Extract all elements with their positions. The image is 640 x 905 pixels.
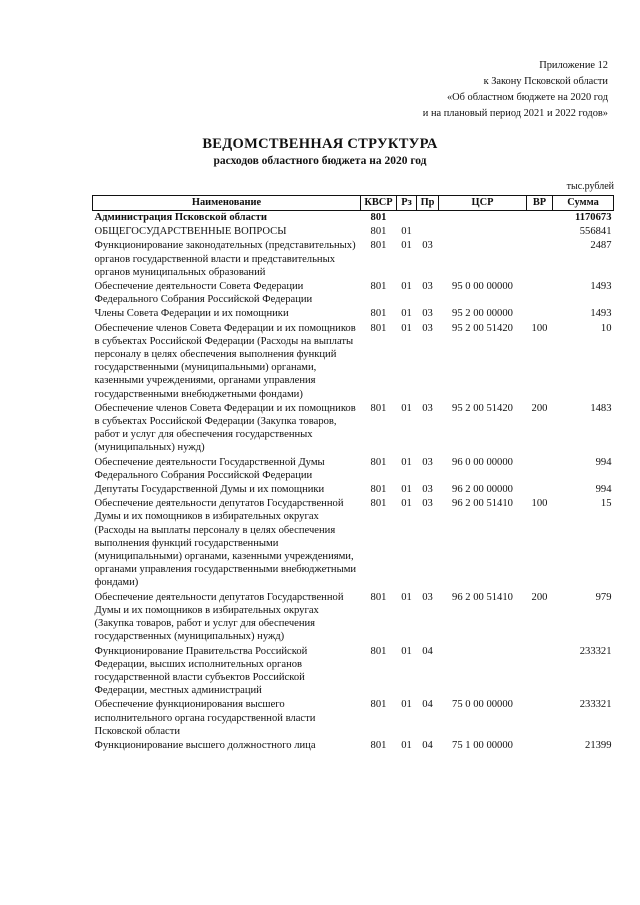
cell-name: Функционирование законодательных (представительных) органов государственной власти и представительных органов муниципальных образований <box>94 240 356 278</box>
title-line-1: ВЕДОМСТВЕННАЯ СТРУКТУРА <box>202 136 438 152</box>
title-line-2: расходов областного бюджета на 2020 год <box>213 155 427 167</box>
cell-pr: 03 <box>422 281 433 293</box>
cell-name: Обеспечение членов Совета Федерации и их помощников в субъектах Российской Федерации (Расходы на выплаты персоналу в целях обеспечения выполнения функций государственными (муниципальными) органами, казенными учреждениями, органами управления государственными внебюджетными фондами) <box>94 322 356 400</box>
table-row <box>93 224 614 238</box>
cell-kvsr: 801 <box>370 308 387 320</box>
cell-csr: 95 2 00 51420 <box>452 402 513 414</box>
annex-line-3: «Об областном бюджете на 2020 год <box>446 92 608 103</box>
header-vr: ВР <box>527 196 553 211</box>
cell-rz: 01 <box>401 281 412 293</box>
cell-vr <box>527 224 553 238</box>
cell-csr <box>439 224 527 238</box>
table-row <box>93 644 614 698</box>
cell-vr <box>527 211 553 225</box>
cell-kvsr: 801 <box>370 456 387 468</box>
cell-pr: 03 <box>422 591 433 603</box>
cell-csr: 96 2 00 51410 <box>452 591 513 603</box>
cell-vr <box>527 482 553 496</box>
cell-sum: 994 <box>595 456 612 468</box>
cell-rz: 01 <box>401 484 412 496</box>
annex-line-2: к Закону Псковской области <box>483 76 608 87</box>
cell-rz: 01 <box>401 456 412 468</box>
header-csr: ЦСР <box>439 196 527 211</box>
cell-name: Депутаты Государственной Думы и их помощники <box>94 484 325 496</box>
cell-name: Функционирование высшего должностного лица <box>94 739 316 751</box>
cell-rz: 01 <box>401 308 412 320</box>
cell-pr <box>417 224 439 238</box>
cell-name: Функционирование Правительства Российской Федерации, высших исполнительных органов государственной власти субъектов Российской Федерации, местных администраций <box>94 645 308 697</box>
cell-sum: 1170673 <box>575 212 612 223</box>
cell-kvsr: 801 <box>370 699 387 711</box>
header-kvsr: КВСР <box>361 196 397 211</box>
cell-pr: 03 <box>422 484 433 496</box>
cell-csr: 96 2 00 00000 <box>452 484 513 496</box>
cell-pr: 04 <box>422 645 433 657</box>
cell-sum: 10 <box>600 322 612 334</box>
unit-label: тыс.рублей <box>566 181 614 192</box>
cell-name: ОБЩЕГОСУДАРСТВЕННЫЕ ВОПРОСЫ <box>94 226 287 238</box>
cell-vr: 100 <box>531 322 548 334</box>
cell-kvsr: 801 <box>370 739 387 751</box>
cell-csr: 96 0 00 00000 <box>452 456 513 468</box>
cell-name: Обеспечение деятельности депутатов Государственной Думы и их помощников в избирательных округах (Расходы на выплаты персоналу в целях обеспечения выполнения функций государственными (муниципальными) органами, казенными учреждениями, органами управления государственными внебюджетными фондами) <box>94 498 357 589</box>
cell-sum: 979 <box>595 591 612 603</box>
cell-kvsr: 801 <box>370 322 387 334</box>
cell-name: Обеспечение деятельности депутатов Государственной Думы и их помощников в избирательных округах (Закупка товаров, работ и услуг для обеспечения государственных (муниципальных) нужд) <box>94 591 344 643</box>
table-row <box>93 590 614 644</box>
cell-csr <box>439 644 527 698</box>
table-row <box>93 496 614 589</box>
cell-csr: 95 2 00 51420 <box>452 322 513 334</box>
cell-kvsr: 801 <box>370 498 387 510</box>
cell-kvsr: 801 <box>370 645 387 657</box>
cell-sum: 233321 <box>579 699 612 711</box>
cell-vr <box>527 279 553 306</box>
cell-kvsr: 801 <box>370 484 387 496</box>
cell-sum: 233321 <box>579 645 612 657</box>
table-header-row <box>93 196 614 211</box>
cell-pr: 03 <box>422 498 433 510</box>
cell-rz: 01 <box>401 402 412 414</box>
table-row <box>93 321 614 401</box>
annex-line-1: Приложение 12 <box>539 60 608 71</box>
cell-vr: 200 <box>531 591 548 603</box>
table-row <box>93 738 614 752</box>
cell-sum: 15 <box>600 498 612 510</box>
cell-kvsr: 801 <box>370 212 387 223</box>
header-pr: Пр <box>417 196 439 211</box>
cell-sum: 556841 <box>579 226 612 238</box>
cell-vr <box>527 238 553 279</box>
cell-csr <box>439 211 527 225</box>
cell-pr: 03 <box>422 402 433 414</box>
table-row <box>93 279 614 306</box>
cell-csr: 95 0 00 00000 <box>452 281 513 293</box>
cell-csr: 75 1 00 00000 <box>452 739 513 751</box>
cell-kvsr: 801 <box>370 591 387 603</box>
cell-sum: 1483 <box>590 402 612 414</box>
cell-vr <box>527 738 553 752</box>
table-row <box>93 211 614 225</box>
cell-kvsr: 801 <box>370 240 387 252</box>
table-row <box>93 455 614 482</box>
table-row <box>93 697 614 738</box>
cell-kvsr: 801 <box>370 281 387 293</box>
cell-rz: 01 <box>401 240 412 252</box>
cell-pr: 04 <box>422 739 433 751</box>
cell-name: Обеспечение членов Совета Федерации и их помощников в субъектах Российской Федерации (Закупка товаров, работ и услуг для обеспечения государственных (муниципальных) нужд) <box>94 402 356 454</box>
cell-pr: 04 <box>422 699 433 711</box>
cell-csr: 96 2 00 51410 <box>452 498 513 510</box>
cell-csr: 95 2 00 00000 <box>452 308 513 320</box>
table-row <box>93 238 614 279</box>
cell-vr: 200 <box>531 402 548 414</box>
cell-csr: 75 0 00 00000 <box>452 699 513 711</box>
document-title <box>0 136 640 170</box>
cell-rz: 01 <box>401 498 412 510</box>
cell-vr <box>527 455 553 482</box>
cell-pr: 03 <box>422 456 433 468</box>
cell-pr: 03 <box>422 308 433 320</box>
cell-name: Обеспечение деятельности Государственной Думы Федерального Собрания Российской Федерации <box>94 456 325 481</box>
cell-vr <box>527 306 553 320</box>
cell-rz: 01 <box>401 322 412 334</box>
header-sum: Сумма <box>553 196 614 211</box>
header-rz: Рз <box>397 196 417 211</box>
cell-csr <box>439 238 527 279</box>
cell-rz: 01 <box>401 591 412 603</box>
cell-sum: 1493 <box>590 308 612 320</box>
cell-rz: 01 <box>401 699 412 711</box>
cell-kvsr: 801 <box>370 226 387 238</box>
cell-name: Обеспечение деятельности Совета Федерации Федерального Собрания Российской Федерации <box>94 281 313 306</box>
cell-sum: 2487 <box>590 240 612 252</box>
cell-vr <box>527 697 553 738</box>
table-row <box>93 401 614 455</box>
annex-header <box>423 58 608 122</box>
table-row <box>93 306 614 320</box>
cell-name: Члены Совета Федерации и их помощники <box>94 308 289 320</box>
cell-kvsr: 801 <box>370 402 387 414</box>
cell-rz: 01 <box>401 226 412 238</box>
cell-pr <box>417 211 439 225</box>
cell-sum: 21399 <box>585 739 612 751</box>
cell-pr: 03 <box>422 322 433 334</box>
cell-pr: 03 <box>422 240 433 252</box>
header-name: Наименование <box>93 196 361 211</box>
cell-name: Обеспечение функционирования высшего исполнительного органа государственной власти Псковской области <box>94 699 316 737</box>
cell-rz: 01 <box>401 739 412 751</box>
cell-sum: 994 <box>595 484 612 496</box>
annex-line-4: и на плановый период 2021 и 2022 годов» <box>422 108 608 119</box>
cell-vr <box>527 644 553 698</box>
cell-sum: 1493 <box>590 281 612 293</box>
cell-name: Администрация Псковской области <box>94 212 267 223</box>
cell-rz: 01 <box>401 645 412 657</box>
cell-vr: 100 <box>531 498 548 510</box>
table-row <box>93 482 614 496</box>
cell-rz <box>397 211 417 225</box>
budget-table <box>92 195 614 752</box>
